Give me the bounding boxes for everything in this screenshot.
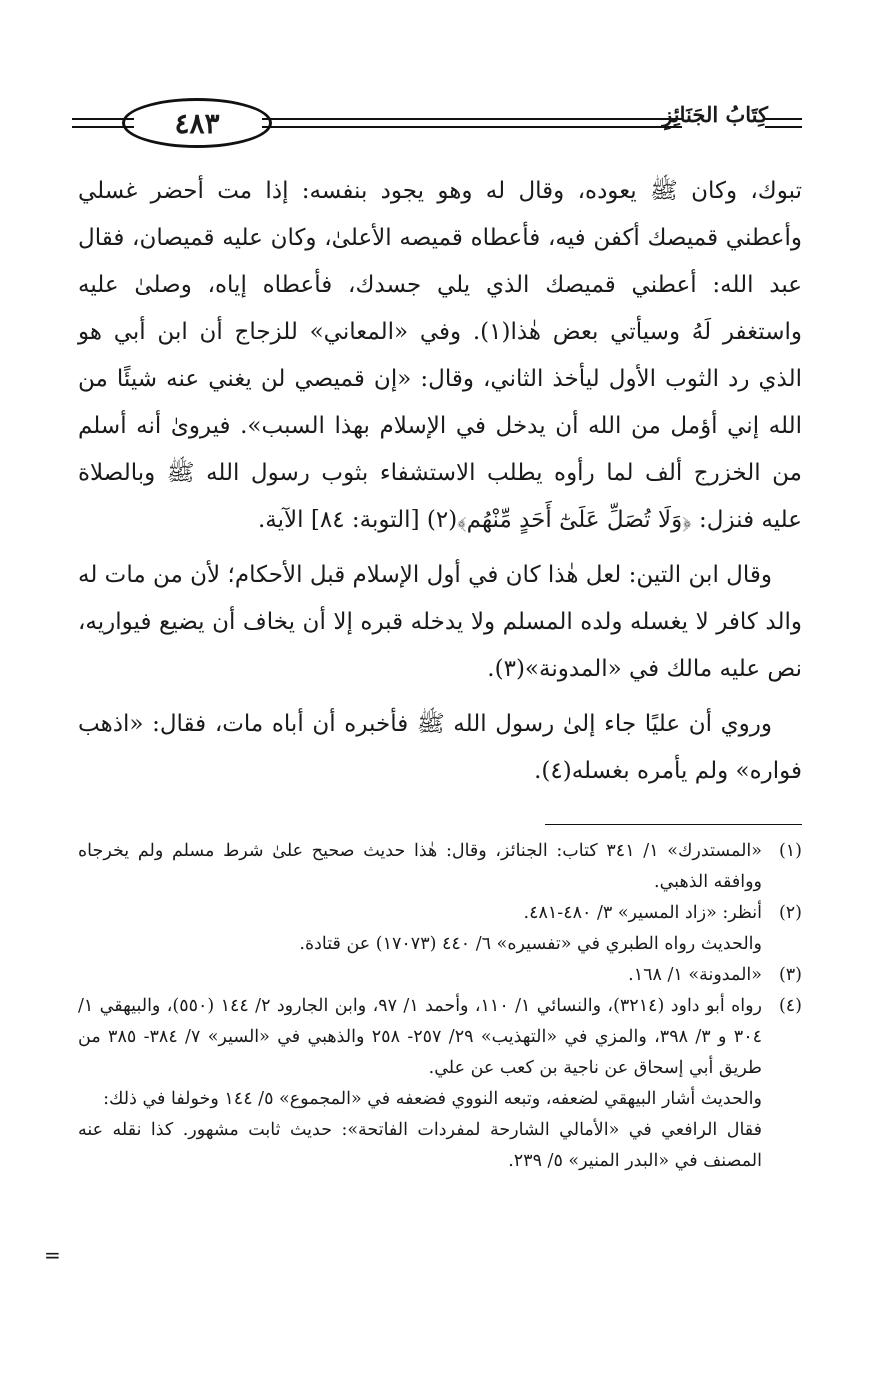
footnote-text: رواه أبو داود (٣٢١٤)، والنسائي ١/ ١١٠، وأحمد ١/ ٩٧، وابن الجارود ٢/ ١٤٤ (٥٥٠)، والبيهقي ١/ ٣٠٤ و ٣/ ٣٩٨، والمزي في «التهذيب» ٢٩/ ٢٥٧- ٢٥٨ والذهبي في «السير» ٧/ ٣٨٤- ٣٨٥ من طريق أبي إسحاق عن ناجية بن كعب عن علي. <box>78 996 763 1078</box>
footnote-divider <box>545 824 802 825</box>
paragraph: تبوك، وكان ﷺ يعوده، وقال له وهو يجود بنفسه: إذا مت أحضر غسلي وأعطني قميصك أكفن فيه، فأعطاه قميصه الأعلىٰ، وكان عليه قميصان، فقال عبد الله: أعطني قميصك الذي يلي جسدك، فأعطاه إياه، وصلىٰ عليه واستغفر لَهُ وسيأتي بعض هٰذا(١). وفي «المعاني» للزجاج أن ابن أبي هو الذي رد الثوب الأول ليأخذ الثاني، وقال: «إن قميصي لن يغني عنه شيئًا من الله إني أؤمل من الله أن يدخل في الإسلام بهذا السبب». فيروىٰ أنه أسلم من الخزرج ألف لما رأوه يطلب الاستشفاء بثوب رسول الله ﷺ وبالصلاة عليه فنزل: ﴿وَلَا تُصَلِّ عَلَىٰٓ أَحَدٍ مِّنْهُم﴾(٢) [التوبة: ٨٤] الآية. <box>78 178 802 533</box>
footnote-number: (٤) <box>778 996 802 1016</box>
margin-mark: = <box>44 1243 61 1267</box>
footnote-continuation: والحديث أشار البيهقي لضعفه، وتبعه النووي فضعفه في «المجموع» ٥/ ١٤٤ وخولفا في ذلك: <box>103 1089 762 1109</box>
header-rule <box>765 118 802 120</box>
footnote-text: «المستدرك» ١/ ٣٤١ كتاب: الجنائز، وقال: هٰذا حديث صحيح علىٰ شرط مسلم ولم يخرجاه ووافقه الذهبي. <box>78 841 762 892</box>
footnote-number: (٣) <box>778 965 802 985</box>
page-number: ٤٨٣ <box>122 98 272 148</box>
footnote-number: (١) <box>778 841 802 861</box>
header-rule <box>765 126 802 128</box>
footnote-continuation: والحديث رواه الطبري في «تفسيره» ٦/ ٤٤٠ (١٧٠٧٣) عن قتادة. <box>299 934 762 954</box>
footnotes <box>78 836 802 1177</box>
header-rule <box>262 126 682 128</box>
running-title: كِتَابُ الجَنَائِزِ <box>662 102 768 127</box>
footnote <box>78 836 802 898</box>
page-header <box>72 96 802 156</box>
footnote-text: أنظر: «زاد المسير» ٣/ ٤٨٠-٤٨١. <box>523 903 762 923</box>
main-text <box>78 168 802 795</box>
paragraph: وروي أن عليًا جاء إلىٰ رسول الله ﷺ فأخبره أن أباه مات، فقال: «اذهب فواره» ولم يأمره بغسله(٤). <box>78 711 802 784</box>
footnote <box>78 991 802 1084</box>
footnote-continuation: فقال الرافعي في «الأمالي الشارحة لمفردات الفاتحة»: حديث ثابت مشهور. كذا نقله عنه المصنف في «البدر المنير» ٥/ ٢٣٩. <box>78 1120 762 1171</box>
footnote <box>78 898 802 929</box>
header-rule <box>262 118 682 120</box>
paragraph: وقال ابن التين: لعل هٰذا كان في أول الإسلام قبل الأحكام؛ لأن من مات له والد كافر لا يغسله ولده المسلم ولا يدخله قبره إلا أن يخاف أن يضيع فيواريه، نص عليه مالك في «المدونة»(٣). <box>78 562 802 682</box>
footnote-text: «المدونة» ١/ ١٦٨. <box>628 965 762 985</box>
footnote <box>78 960 802 991</box>
footnote-number: (٢) <box>778 903 802 923</box>
